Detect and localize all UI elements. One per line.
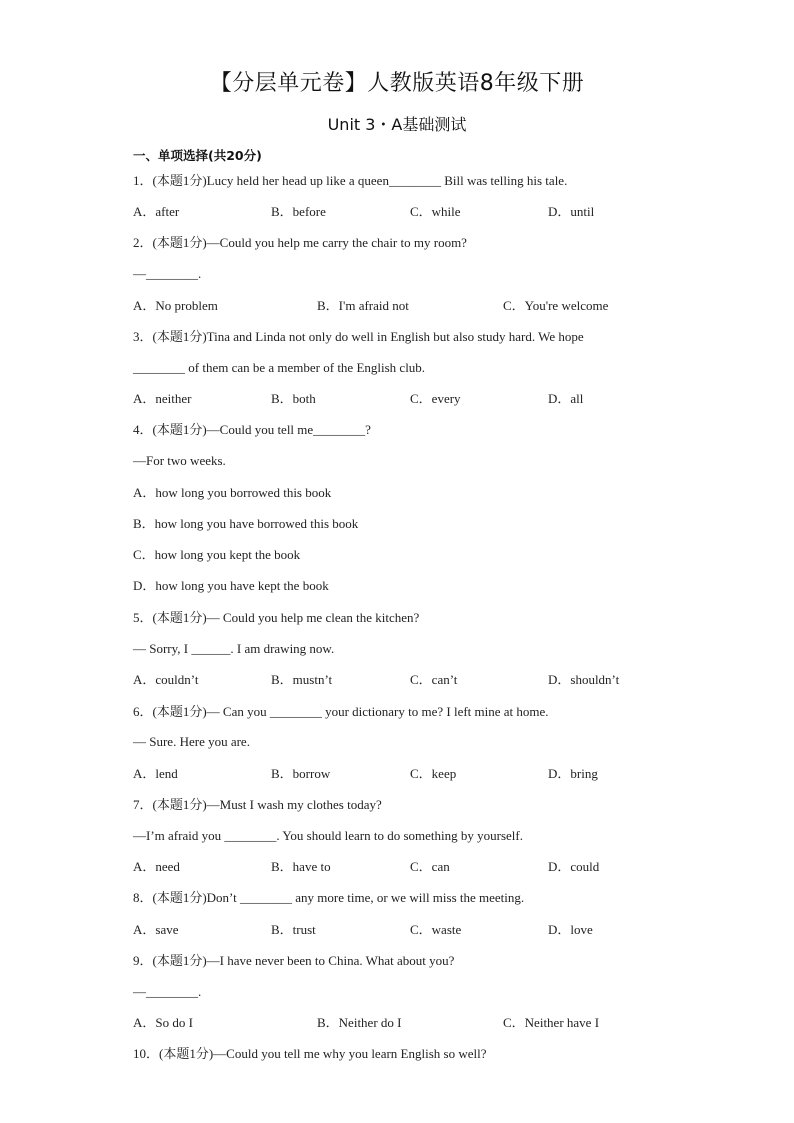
question-7-option-b: B．have to	[271, 859, 331, 874]
question-1-option-a: A．after	[133, 204, 180, 219]
question-8-stem: 8．(本题1分)Don’t ________ any more time, or we will miss the meeting.	[133, 890, 525, 905]
question-8-option-c: C．waste	[410, 922, 462, 937]
question-5-option-d: D．shouldn’t	[548, 672, 620, 687]
question-10-stem: 10．(本题1分)—Could you tell me why you learn English so well?	[133, 1046, 487, 1061]
question-8-option-a: A．save	[133, 922, 179, 937]
question-3-option-a: A．neither	[133, 391, 192, 406]
question-8-option-d: D．love	[548, 922, 593, 937]
question-2-line-2: —________.	[133, 266, 202, 281]
question-5-option-b: B．mustn’t	[271, 672, 333, 687]
question-4-stem: 4．(本题1分)—Could you tell me________?	[133, 422, 371, 437]
question-3-line-2: ________ of them can be a member of the English club.	[133, 360, 426, 375]
question-7-stem: 7．(本题1分)—Must I wash my clothes today?	[133, 797, 382, 812]
question-9-option-b: B．Neither do I	[317, 1015, 402, 1030]
question-7-option-c: C．can	[410, 859, 450, 874]
question-5-stem: 5．(本题1分)— Could you help me clean the kitchen?	[133, 610, 420, 625]
question-5-option-c: C．can’t	[410, 672, 458, 687]
question-4-line-2: —For two weeks.	[133, 453, 226, 468]
question-6-option-d: D．bring	[548, 766, 598, 781]
question-4-option-b: B．how long you have borrowed this book	[133, 516, 359, 531]
question-6-option-c: C．keep	[410, 766, 457, 781]
question-1-option-c: C．while	[410, 204, 461, 219]
question-1-option-d: D．until	[548, 204, 595, 219]
question-4-option-d: D．how long you have kept the book	[133, 578, 329, 593]
document-title: 【分层单元卷】人教版英语8年级下册	[209, 71, 585, 96]
question-6-option-b: B．borrow	[271, 766, 331, 781]
question-4-option-a: A．how long you borrowed this book	[133, 485, 332, 500]
question-8-option-b: B．trust	[271, 922, 316, 937]
question-9-option-c: C．Neither have I	[503, 1015, 600, 1030]
question-7-option-d: D．could	[548, 859, 600, 874]
question-3-option-d: D．all	[548, 391, 584, 406]
question-6-option-a: A．lend	[133, 766, 178, 781]
question-2-stem: 2．(本题1分)—Could you help me carry the chair to my room?	[133, 235, 467, 250]
document-subtitle: Unit 3・A基础测试	[327, 115, 467, 134]
question-6-line-2: — Sure. Here you are.	[133, 734, 250, 749]
question-1-stem: 1．(本题1分)Lucy held her head up like a queen________ Bill was telling his tale.	[133, 173, 568, 188]
question-7-line-2: —I’m afraid you ________. You should learn to do something by yourself.	[133, 828, 523, 843]
section-heading: 一、单项选择(共20分)	[133, 148, 262, 163]
question-2-option-b: B．I'm afraid not	[317, 298, 409, 313]
question-5-option-a: A．couldn’t	[133, 672, 199, 687]
question-3-option-c: C．every	[410, 391, 461, 406]
question-2-option-c: C．You're welcome	[503, 298, 609, 313]
question-9-option-a: A．So do I	[133, 1015, 193, 1030]
question-3-option-b: B．both	[271, 391, 316, 406]
question-1-option-b: B．before	[271, 204, 326, 219]
question-3-stem: 3．(本题1分)Tina and Linda not only do well in English but also study hard. We hope	[133, 329, 584, 344]
question-4-option-c: C．how long you kept the book	[133, 547, 301, 562]
question-7-option-a: A．need	[133, 859, 180, 874]
question-6-stem: 6．(本题1分)— Can you ________ your dictionary to me? I left mine at home.	[133, 704, 549, 719]
question-5-line-2: — Sorry, I ______. I am drawing now.	[133, 641, 335, 656]
question-2-option-a: A．No problem	[133, 298, 218, 313]
question-9-line-2: —________.	[133, 984, 202, 999]
question-9-stem: 9．(本题1分)—I have never been to China. What about you?	[133, 953, 455, 968]
